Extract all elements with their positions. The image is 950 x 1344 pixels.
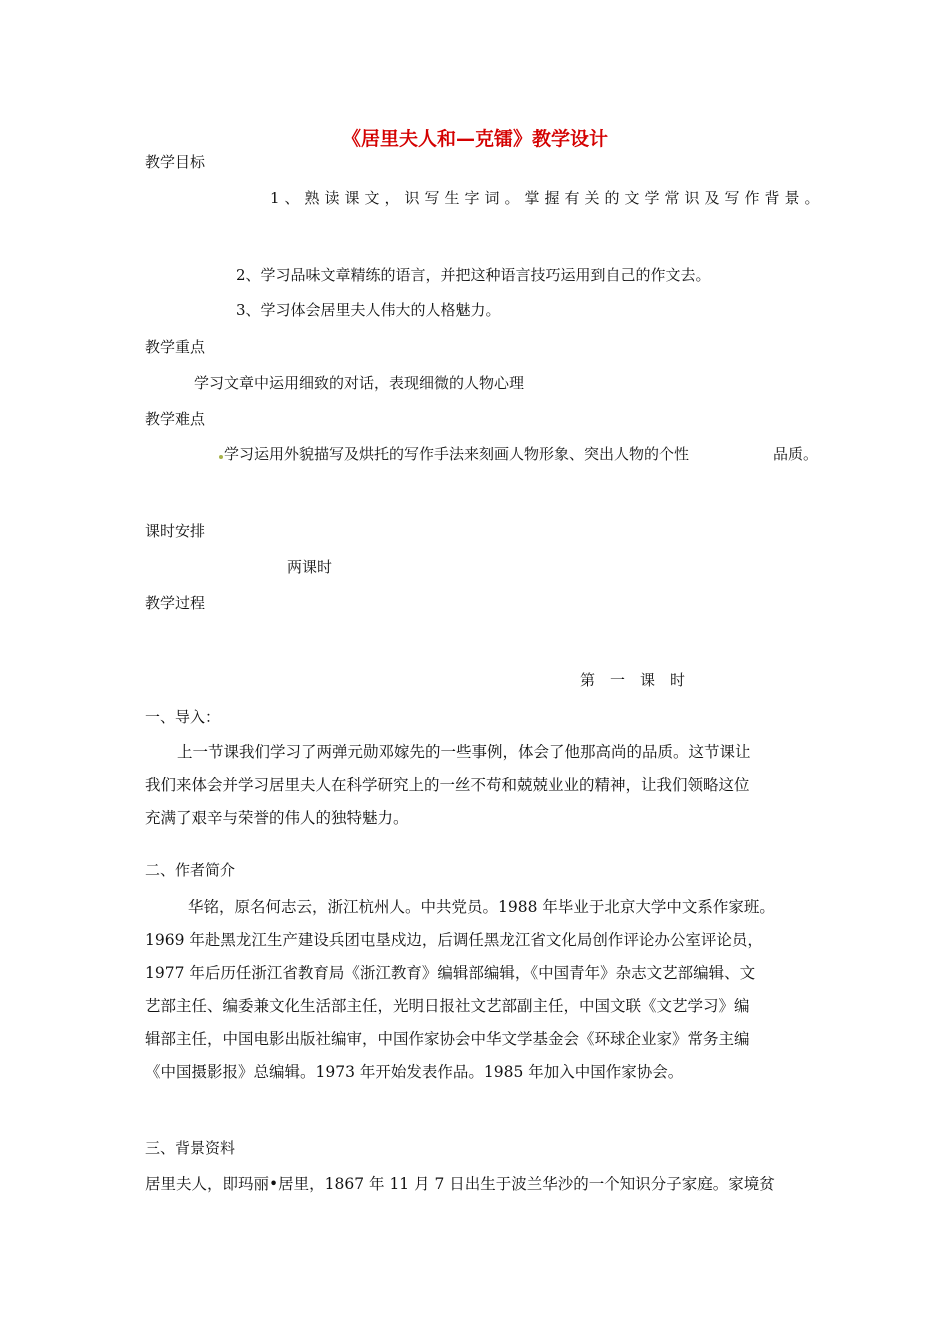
author-line: 艺部主任、编委兼文化生活部主任，光明日报社文艺部副主任，中国文联《文艺学习》编 — [145, 997, 750, 1015]
document-title: 《居里夫人和—克镭》教学设计 — [341, 128, 608, 150]
author-line: 1977 年后历任浙江省教育局《浙江教育》编辑部编辑，《中国青年》杂志文艺部编辑、文 — [145, 964, 756, 982]
key-points-text: 学习文章中运用细致的对话，表现细微的人物心理 — [194, 374, 525, 392]
schedule-heading: 课时安排 — [145, 522, 206, 540]
intro-heading: 一、导入： — [145, 708, 221, 726]
objectives-heading: 教学目标 — [145, 153, 206, 171]
objective-3: 3、学习体会居里夫人伟大的人格魅力。 — [236, 301, 501, 319]
author-line: 华铭，原名何志云，浙江杭州人。中共党员。1988 年毕业于北京大学中文系作家班。 — [188, 898, 775, 916]
schedule-text: 两课时 — [287, 558, 333, 576]
process-heading: 教学过程 — [145, 594, 206, 612]
background-text: 居里夫人，即玛丽•居里，1867 年 11 月 7 日出生于波兰华沙的一个知识分子家庭。家境贫 — [145, 1175, 775, 1193]
author-line: 《中国摄影报》总编辑。1973 年开始发表作品。1985 年加入中国作家协会。 — [145, 1063, 684, 1081]
objective-1: 1、熟读课文，识写生字词。掌握有关的文学常识及写作背景。 — [270, 189, 825, 207]
background-heading: 三、背景资料 — [145, 1139, 236, 1157]
author-heading: 二、作者简介 — [145, 861, 236, 879]
author-line: 1969 年赴黑龙江生产建设兵团屯垦戍边，后调任黑龙江省文化局创作评论办公室评论员， — [145, 931, 763, 949]
key-points-heading: 教学重点 — [145, 338, 206, 356]
objective-2: 2、学习品味文章精练的语言，并把这种语言技巧运用到自己的作文去。 — [236, 266, 711, 284]
difficulties-text: 学习运用外貌描写及烘托的写作手法来刻画人物形象、突出人物的个性 — [224, 445, 690, 463]
author-line: 辑部主任，中国电影出版社编审，中国作家协会中华文学基金会《环球企业家》常务主编 — [145, 1030, 750, 1048]
difficulties-text-tail: 品质。 — [773, 445, 819, 463]
author-paragraph — [145, 897, 825, 1095]
stray-mark — [219, 455, 223, 459]
intro-paragraph — [145, 742, 825, 841]
lesson-label: 第 一 课 时 — [580, 671, 686, 689]
difficulties-heading: 教学难点 — [145, 410, 206, 428]
intro-line: 充满了艰辛与荣誉的伟人的独特魅力。 — [145, 809, 409, 827]
intro-line: 上一节课我们学习了两弹元勋邓嫁先的一些事例，体会了他那高尚的品质。这节课让 — [177, 743, 751, 761]
intro-line: 我们来体会并学习居里夫人在科学研究上的一丝不苟和兢兢业业的精神，让我们领略这位 — [145, 776, 750, 794]
